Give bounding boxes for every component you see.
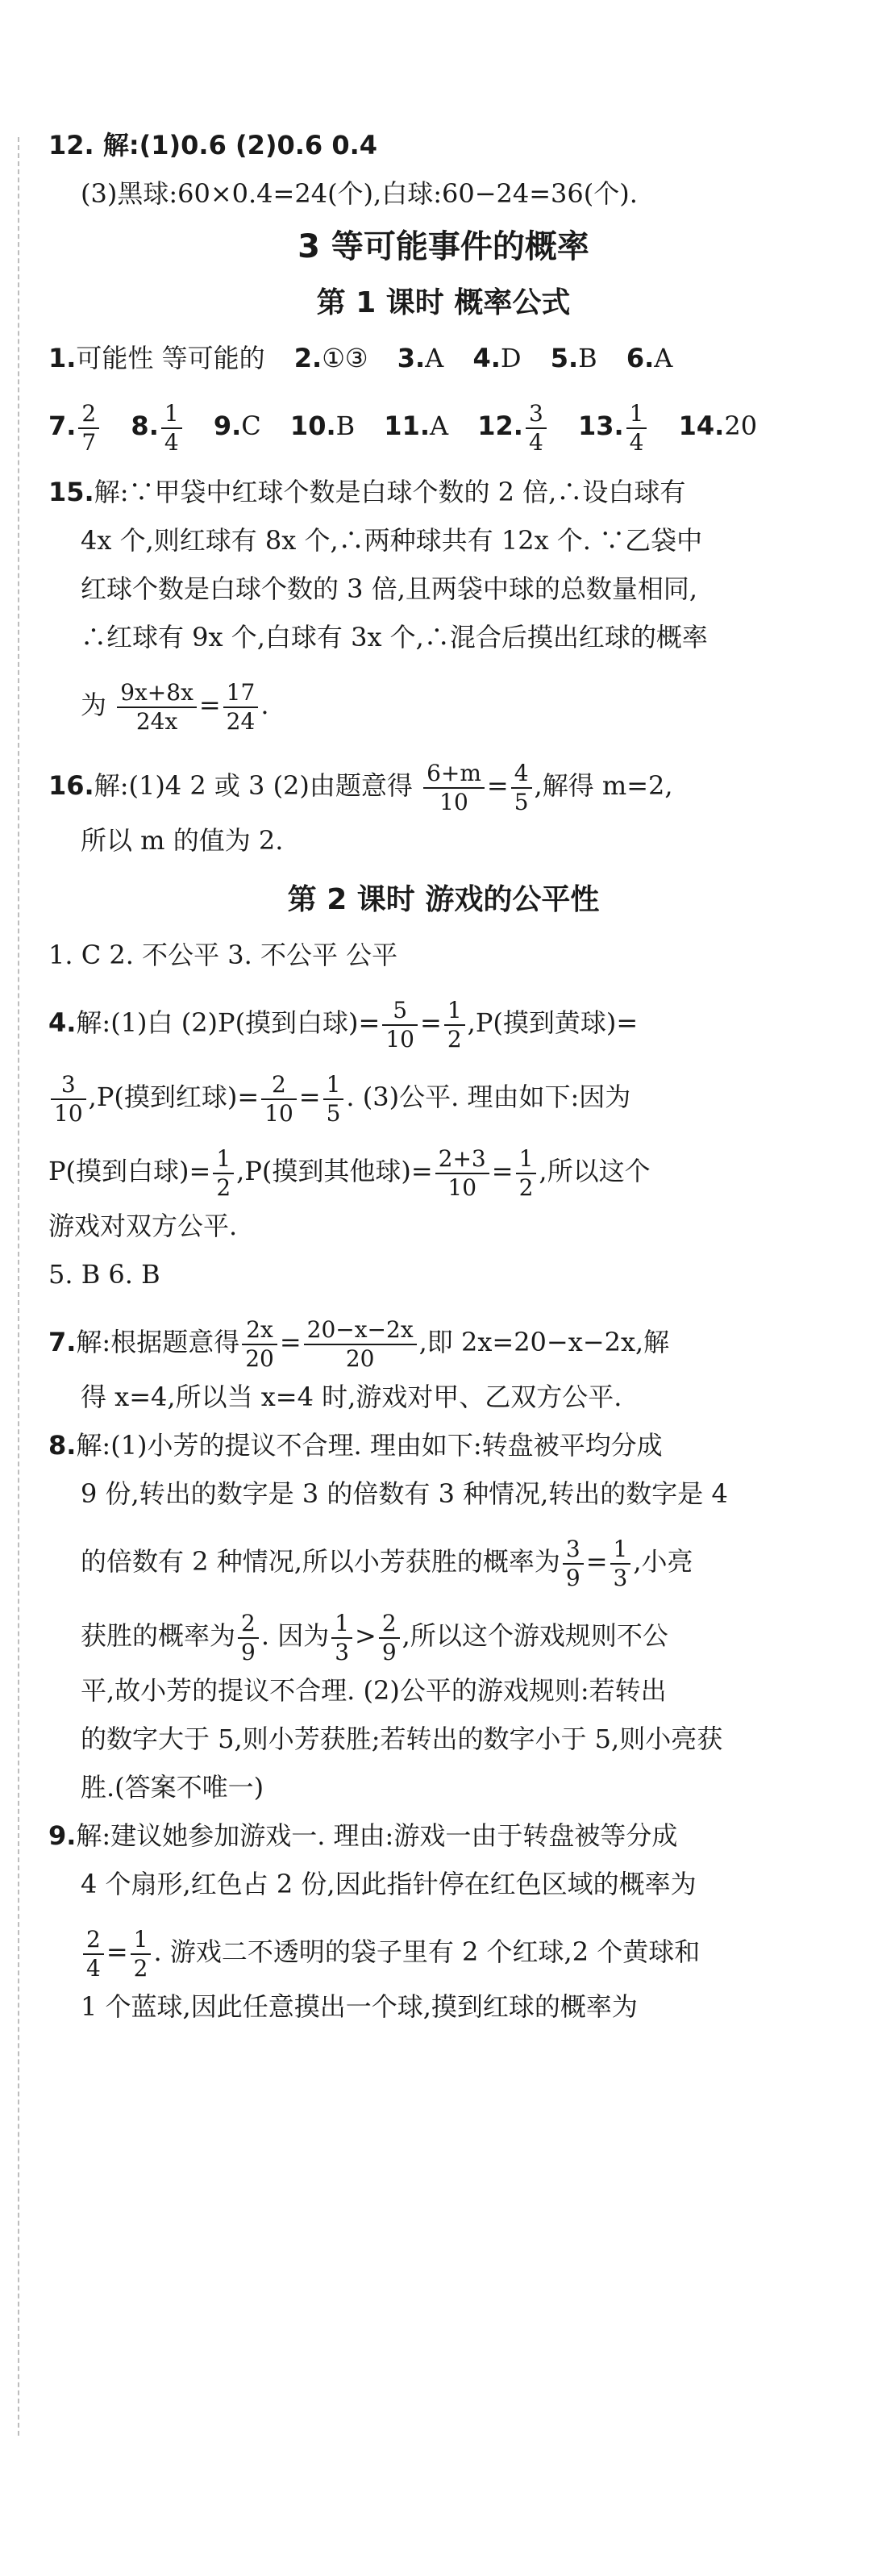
fraction: $\frac{3}{4}$: [526, 400, 547, 456]
q9-line1: 9.解:建议她参加游戏一. 理由:游戏一由于转盘被等分成: [48, 1820, 678, 1851]
q9-line3: $\frac{2}{4}$ = $\frac{1}{2}$ . 游戏二不透明的袋子里有 2 个红球,2 个黄球和: [48, 1916, 838, 1987]
q4-line2: $\frac{3}{10}$ ,P(摸到红球)= $\frac{2}{10}$ = $\frac{1}{5}$ . (3)公平. 理由如下:因为: [48, 1061, 838, 1132]
fraction: $\frac{9x+8x}{24x}$: [117, 679, 197, 736]
fraction: $\frac{1}{3}$: [610, 1536, 631, 1592]
lesson1-row1: 1.可能性 等可能的 2.①③ 3.A 4.D 5.B 6.A: [48, 343, 673, 373]
q8-line1: 8.解:(1)小芳的提议不合理. 理由如下:转盘被平均分成: [48, 1430, 663, 1461]
fraction: $\frac{1}{2}$: [213, 1145, 234, 1202]
q4-line3: P(摸到白球)= $\frac{1}{2}$ ,P(摸到其他球)= $\frac{2+3}{10}$ = $\frac{1}{2}$ ,所以这个: [48, 1144, 651, 1201]
fraction: $\frac{3}{9}$: [563, 1536, 584, 1592]
q15-line1: 15.解:∵甲袋中红球个数是白球个数的 2 倍,∴设白球有: [48, 477, 686, 507]
q16-line2: 所以 m 的值为 2.: [81, 825, 284, 856]
lesson2-row56: 5. B 6. B: [48, 1259, 160, 1290]
q9-line4: 1 个蓝球,因此任意摸出一个球,摸到红球的概率为: [81, 1991, 638, 2022]
q8-line3: 的倍数有 2 种情况,所以小芳获胜的概率为 $\frac{3}{9}$ = $\frac{1}{3}$ ,小亮: [81, 1535, 693, 1591]
fraction: $\frac{1}{5}$: [323, 1071, 344, 1128]
q8-line4: 获胜的概率为 $\frac{2}{9}$ . 因为 $\frac{1}{3}$ > $\frac{2}{9}$ ,所以这个游戏规则不公: [81, 1609, 668, 1665]
q15-line5: 为 $\frac{9x+8x}{24x}$ = $\frac{17}{24}$ .: [81, 678, 269, 735]
fraction: $\frac{1}{3}$: [331, 1610, 352, 1666]
fraction: $\frac{6+m}{10}$: [423, 760, 485, 816]
fraction: $\frac{2}{7}$: [78, 400, 99, 456]
fraction: $\frac{1}{2}$: [516, 1145, 537, 1202]
fraction: $\frac{20-x-2x}{20}$: [304, 1316, 417, 1373]
fraction: $\frac{2+3}{10}$: [435, 1145, 489, 1202]
section-title: 3 等可能事件的概率: [298, 228, 589, 265]
fraction: $\frac{2}{9}$: [379, 1610, 400, 1666]
q8-line6: 的数字大于 5,则小芳获胜;若转出的数字小于 5,则小亮获: [81, 1724, 723, 1754]
margin-rule: [18, 137, 19, 2436]
q12-line1: 12. 解:(1)0.6 (2)0.6 0.4: [48, 130, 378, 160]
fraction: $\frac{17}{24}$: [223, 679, 259, 736]
q15-line2: 4x 个,则红球有 8x 个,∴两种球共有 12x 个. ∵乙袋中: [81, 525, 703, 556]
fraction: $\frac{2}{4}$: [83, 1926, 104, 1982]
q4-line1: 4.解:(1)白 (2)P(摸到白球)= $\frac{5}{10}$ = $\frac{1}{2}$ ,P(摸到黄球)=: [48, 996, 639, 1052]
q8-line5: 平,故小芳的提议不合理. (2)公平的游戏规则:若转出: [81, 1675, 667, 1706]
fraction: $\frac{3}{10}$: [51, 1071, 86, 1128]
fraction: $\frac{2}{9}$: [238, 1610, 259, 1666]
fraction: $\frac{1}{2}$: [444, 997, 465, 1053]
fraction: $\frac{1}{2}$: [131, 1926, 152, 1982]
fraction: $\frac{2}{10}$: [261, 1071, 297, 1128]
fraction: $\frac{2x}{20}$: [242, 1316, 277, 1373]
q4-line4: 游戏对双方公平.: [48, 1211, 238, 1241]
lesson2-row1: 1. C 2. 不公平 3. 不公平 公平: [48, 940, 398, 970]
fraction: $\frac{1}{4}$: [161, 400, 182, 456]
q7-line1: 7.解:根据题意得 $\frac{2x}{20}$ = $\frac{20-x-2x}{20}$ ,即 2x=20−x−2x,解: [48, 1315, 670, 1372]
answer-page: [48, 129, 838, 2039]
q15-line4: ∴红球有 9x 个,白球有 3x 个,∴混合后摸出红球的概率: [81, 622, 708, 652]
lesson2-title: 第 2 课时 游戏的公平性: [287, 883, 600, 916]
lesson1-row2: 7. $\frac{2}{7}$ 8. $\frac{1}{4}$ 9.C 10.B 11.A 12. $\frac{3}{4}$ 13. $\frac{1}{4}$ 14.20: [48, 399, 758, 456]
q16-line1: 16.解:(1)4 2 或 3 (2)由题意得 $\frac{6+m}{10}$ = $\frac{4}{5}$ ,解得 m=2,: [48, 759, 673, 815]
fraction: $\frac{5}{10}$: [382, 997, 418, 1053]
fraction: $\frac{1}{4}$: [626, 400, 647, 456]
fraction: $\frac{4}{5}$: [511, 760, 532, 816]
q15-line3: 红球个数是白球个数的 3 倍,且两袋中球的总数量相同,: [81, 573, 698, 604]
q8-line2: 9 份,转出的数字是 3 的倍数有 3 种情况,转出的数字是 4: [81, 1478, 728, 1509]
q7-line2: 得 x=4,所以当 x=4 时,游戏对甲、乙双方公平.: [81, 1382, 622, 1412]
q12-line2: (3)黑球:60×0.4=24(个),白球:60−24=36(个).: [81, 178, 638, 209]
q9-line2: 4 个扇形,红色占 2 份,因此指针停在红色区域的概率为: [81, 1869, 697, 1899]
q8-line7: 胜.(答案不唯一): [81, 1772, 264, 1803]
lesson1-title: 第 1 课时 概率公式: [316, 286, 571, 319]
